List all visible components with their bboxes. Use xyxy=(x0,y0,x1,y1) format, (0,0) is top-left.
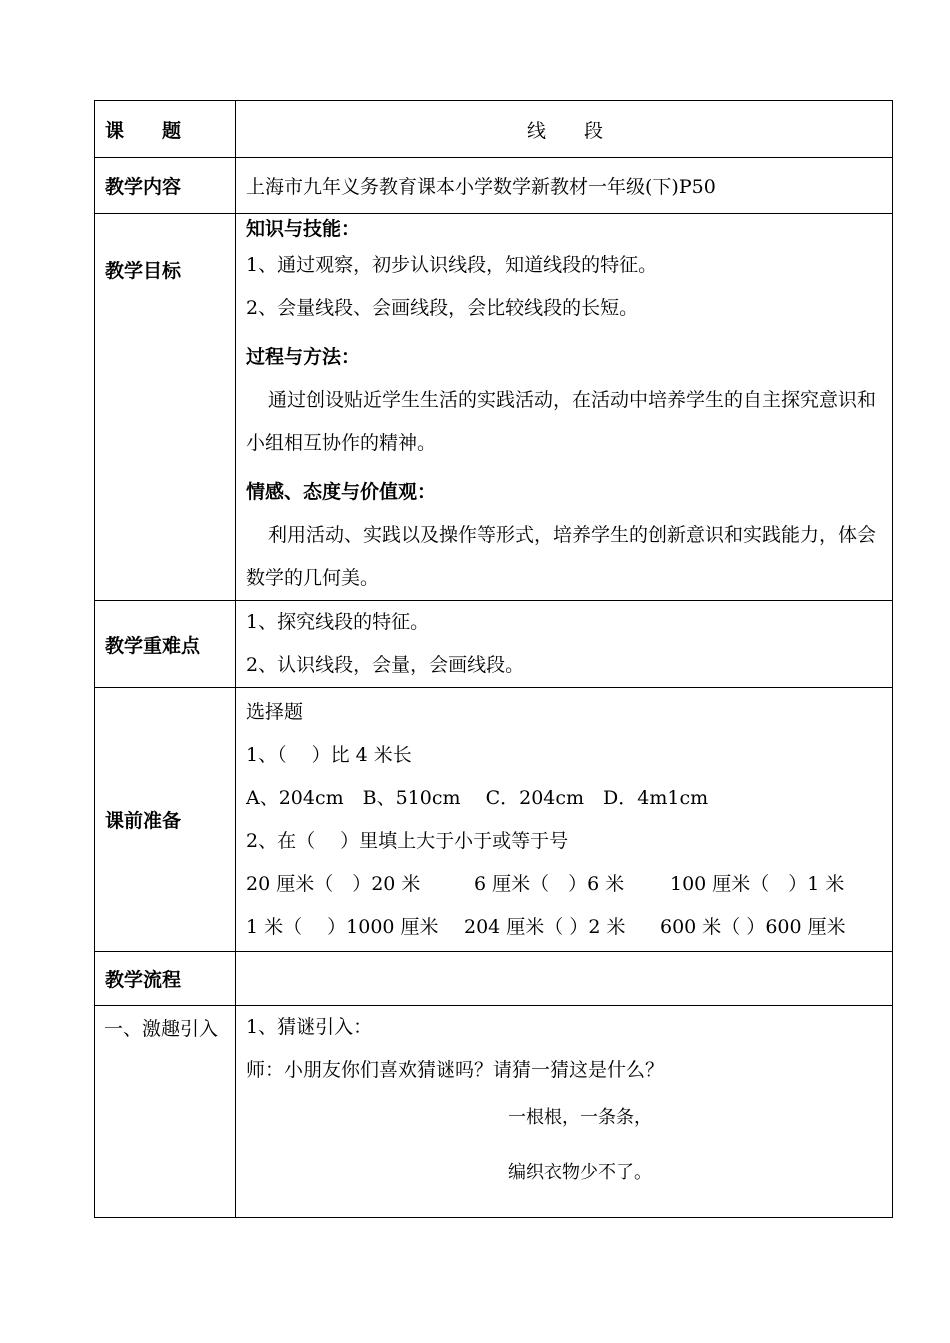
keypoint-item-1: 1、探究线段的特征。 xyxy=(246,611,430,633)
content-value: 上海市九年义务教育课本小学数学新教材一年级(下)P50 xyxy=(236,158,893,214)
intro-line-2: 师：小朋友你们喜欢猜谜吗？请猜一猜这是什么？ xyxy=(246,1059,665,1081)
prep-title: 选择题 xyxy=(246,700,304,723)
intro-cell xyxy=(236,1006,893,1218)
goals-cell xyxy=(236,214,893,601)
flow-value xyxy=(236,952,893,1006)
prep-label: 课前准备 xyxy=(95,688,236,952)
emotion-text: 利用活动、实践以及操作等形式，培养学生的创新意识和实践能力，体会数学的几何美。 xyxy=(246,524,877,589)
emotion-heading: 情感、态度与价值观： xyxy=(246,481,437,503)
intro-line-1: 1、猜谜引入： xyxy=(246,1016,373,1038)
compare-item: 204 厘米（ ）2 米 xyxy=(464,915,626,938)
prep-cell xyxy=(236,688,893,952)
content-label: 教学内容 xyxy=(95,158,236,214)
compare-item: 20 厘米（ ）20 米 xyxy=(246,872,421,895)
goals-label: 教学目标 xyxy=(95,214,236,601)
lesson-plan-table xyxy=(94,100,893,1218)
content-row xyxy=(95,158,893,214)
keypoint-item-2: 2、认识线段，会量，会画线段。 xyxy=(246,654,525,676)
topic-value: 线 段 xyxy=(236,101,893,158)
riddle-line-2: 编织衣物少不了。 xyxy=(508,1162,652,1183)
prep-question-1-options: A、204cm B、510cm C．204cm D．4m1cm xyxy=(246,786,709,809)
compare-item: 1 米（ ）1000 厘米 xyxy=(246,915,439,938)
keypoints-cell xyxy=(236,601,893,688)
prep-question-2-row-1 xyxy=(246,863,884,906)
keypoints-label: 教学重难点 xyxy=(95,601,236,688)
flow-row xyxy=(95,952,893,1006)
flow-label: 教学流程 xyxy=(95,952,236,1006)
intro-row xyxy=(95,1006,893,1218)
knowledge-item-1: 1、通过观察，初步认识线段，知道线段的特征。 xyxy=(246,254,658,276)
process-heading: 过程与方法： xyxy=(246,346,361,368)
process-text: 通过创设贴近学生生活的实践活动，在活动中培养学生的自主探究意识和小组相互协作的精神。 xyxy=(246,389,877,454)
prep-question-2-row-2 xyxy=(246,906,884,949)
prep-question-1: 1、（ ）比 4 米长 xyxy=(246,743,412,766)
knowledge-heading: 知识与技能： xyxy=(246,218,361,240)
compare-item: 100 厘米（ ）1 米 xyxy=(670,872,845,895)
prep-question-2: 2、在（ ）里填上大于小于或等于号 xyxy=(246,829,569,852)
riddle-line-1: 一根根，一条条， xyxy=(508,1107,652,1128)
topic-label: 课 题 xyxy=(95,101,236,158)
compare-item: 600 米（ ）600 厘米 xyxy=(660,915,846,938)
keypoints-row xyxy=(95,601,893,688)
goals-row xyxy=(95,214,893,601)
intro-label: 一、激趣引入 xyxy=(95,1006,236,1218)
knowledge-item-2: 2、会量线段、会画线段，会比较线段的长短。 xyxy=(246,297,639,319)
compare-item: 6 厘米（ ）6 米 xyxy=(474,872,625,895)
topic-row xyxy=(95,101,893,158)
prep-row xyxy=(95,688,893,952)
